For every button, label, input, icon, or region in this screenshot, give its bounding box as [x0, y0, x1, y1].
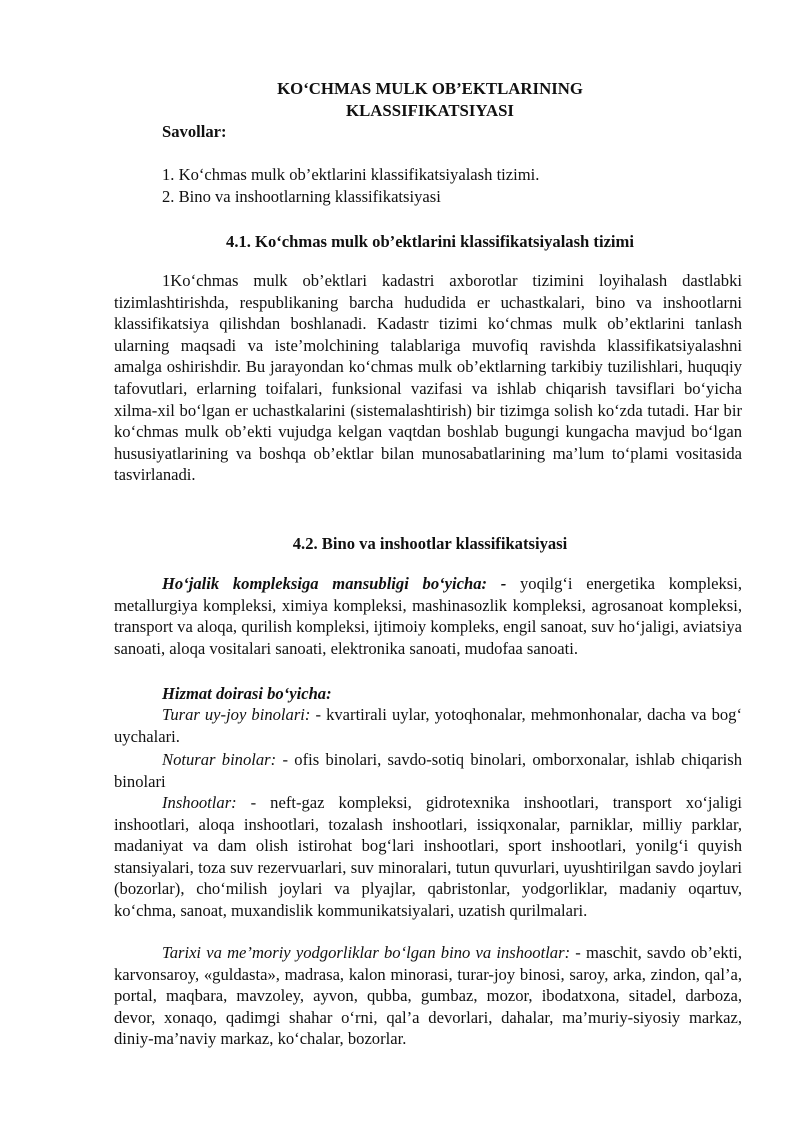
hojalik-text: yoqilg‘i energetika kompleksi, metallurgiya kompleksi, ximiya kompleksi, mashinasozlik kompleksi, agrosanoat kompleksi, transport va aloqa, qurilish kompleksi, ijtimoiy kompleks, engil sanoat, suv ho‘jaligi, aviatsiya sanoati, aloqa vositalari sanoati, elektronika sanoati, mudofaa sanoati. — [114, 574, 743, 658]
section-4-1-paragraph: 1Ko‘chmas mulk ob’ektlari kadastri axborotlar tizimini loyihalash dastlabki tizimlashtirishda, respublikaning barcha hududida er uchastkalari, bino va inshootlarni klassifikatsiya qilishdan boshlanadi. Kadastr tizimi ko‘chmas mulk ob’ektlarini tanlash ularning maqsadi va iste’molchining talablariga muvofiq ravishda klassifikatsiyalashni amalga oshirishdir. Bu jarayondan ko‘chmas mulk ob’ektlarning tarkibiy tuzilishlari, huquqiy tafovutlari, erlarning toifalari, funksional vazifasi va ishlab chiqarish tavsiflari bo‘yicha xilma-xil bo‘lgan er uchastkalarini (sistemalashtirish) bir tizimga solish ko‘zda tutadi. Har bir ko‘chmas mulk ob’ekti vujudga kelgan vaqtdan boshlab bugungi kungacha mavjud bo‘lgan hususiyatlarining va boshqa ob’ektlar bilan munosabatlarining ma’lum to‘plami vositasida tasvirlanadi. — [114, 271, 742, 485]
hojalik-label: Ho‘jalik kompleksiga mansubligi bo‘yicha: - — [162, 574, 507, 593]
questions-heading: Savollar: — [162, 122, 227, 141]
question-item-2: 2. Bino va inshootlarning klassifikatsiyasi — [162, 186, 441, 206]
paragraph-inshootlar — [114, 792, 742, 922]
title-line-1: KO‘CHMAS MULK OB’EKTLARINING — [277, 79, 583, 98]
hizmat-heading: Hizmat doirasi bo‘yicha: — [162, 684, 332, 703]
inshootlar-text: - neft-gaz kompleksi, gidrotexnika inshootlari, transport xo‘jaligi inshootlari, aloqa inshootlari, tozalash inshootlari, issiqxonalar, parniklar, milliy parklar, madaniyat va dam olish istirohat bog‘lari inshootlari, sport inshootlari, yonilg‘i quyish stansiyalari, toza suv rezervuarlari, suv minoralari, tutun quvurlari, uyushtirilgan savdo joylari (bozorlar), cho‘milish joylari va plyajlar, qabristonlar, yodgorliklar, madaniy oqartuv, ko‘chma, sanoat, muxandislik kommunikatsiyalari, uzatish qurilmalari. — [114, 793, 742, 920]
paragraph-hojalik — [114, 573, 742, 659]
tarix-label: Tarixi va me’moriy yodgorliklar bo‘lgan bino va inshootlar: — [162, 943, 571, 962]
question-item-1: 1. Ko‘chmas mulk ob’ektlarini klassifikatsiyalash tizimi. — [162, 165, 540, 184]
questions-list — [162, 164, 539, 207]
turar-label: Turar uy-joy binolari: — [162, 705, 311, 724]
section-4-1-heading: 4.1. Ko‘chmas mulk ob’ektlarini klassifikatsiyalash tizimi — [226, 232, 634, 251]
noturar-text: - ofis binolari, savdo-sotiq binolari, omborxonalar, ishlab chiqarish binolari — [114, 750, 742, 791]
page-title — [0, 78, 800, 121]
paragraph-tarix — [114, 942, 742, 1050]
paragraph-noturar — [114, 749, 742, 792]
title-line-2: KLASSIFIKATSIYASI — [346, 100, 514, 120]
tarix-text: - maschit, savdo ob’ekti, karvonsaroy, «guldasta», madrasa, kalon minorasi, turar-joy binosi, saroy, arka, zindon, qal’a, portal, maqbara, mavzoley, ayvon, qubba, gumbaz, mozor, ibodatxona, sitadel, darboza, devor, xonaqo, qadimgi shahar o‘rni, qal’a devorlari, dahalar, ma’muriy-siyosiy markaz, diniy-ma’naviy markaz, ko‘chalar, bozorlar. — [114, 943, 742, 1049]
section-4-2-heading: 4.2. Bino va inshootlar klassifikatsiyasi — [292, 534, 568, 553]
paragraph-turar — [114, 704, 742, 747]
inshootlar-label: Inshootlar: — [162, 793, 237, 812]
noturar-label: Noturar binolar: — [162, 750, 277, 769]
turar-text: - kvartirali uylar, yotoqhonalar, mehmonhonalar, dacha va bog‘ uychalari. — [114, 705, 742, 746]
